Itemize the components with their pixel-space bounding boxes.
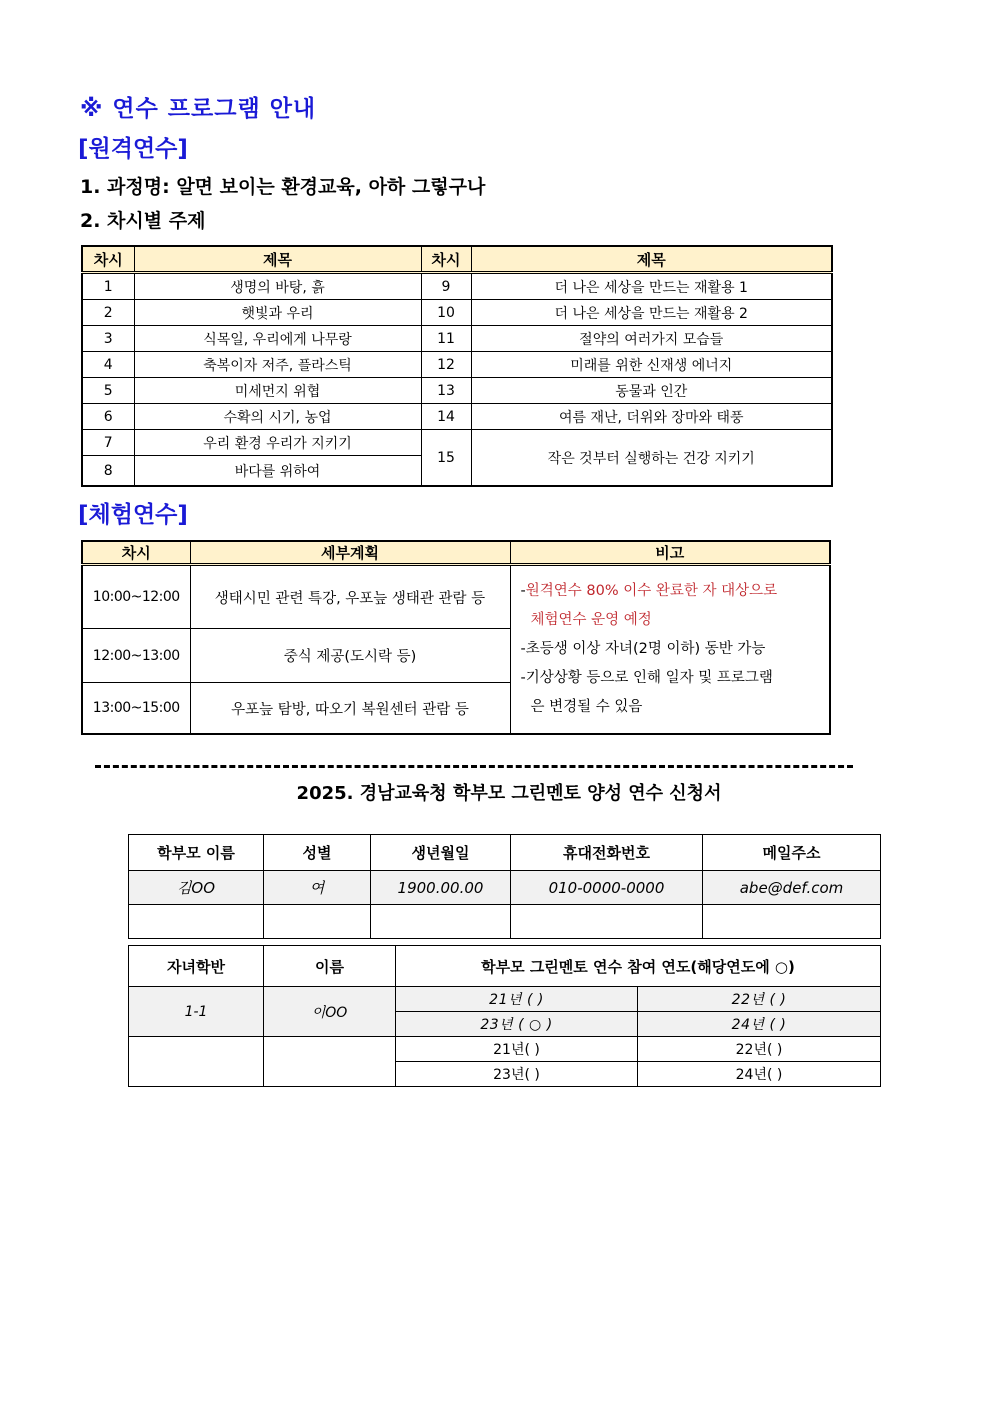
plan-detail: 중식 제공(도시락 등) [190, 629, 510, 683]
header-gender: 성별 [264, 835, 371, 871]
session-title: 절약의 여러가지 모습들 [471, 326, 832, 352]
session-number: 8 [82, 456, 134, 487]
header-child-class: 자녀학반 [129, 946, 264, 987]
session-title: 동물과 인간 [471, 378, 832, 404]
session-title: 작은 것부터 실행하는 건강 지키기 [471, 430, 832, 487]
session-number: 2 [82, 300, 134, 326]
header-child-name: 이름 [264, 946, 396, 987]
page-title: ※ 연수 프로그램 안내 [80, 96, 317, 122]
time-slot: 10:00~12:00 [82, 565, 190, 629]
session-number: 5 [82, 378, 134, 404]
session-number: 14 [421, 404, 471, 430]
note-3: -기상상황 등으로 인해 일자 및 프로그램 [520, 670, 773, 686]
table-row [82, 404, 832, 430]
sample-year-21: 21년 ( ) [396, 987, 638, 1012]
header-session: 차시 [421, 246, 471, 273]
sample-phone: 010-0000-0000 [511, 871, 703, 905]
table-header-row [82, 541, 830, 565]
note-1: -원격연수 80% 이수 완료한 자 대상으로 [520, 583, 778, 599]
session-title: 수확의 시기, 농업 [134, 404, 421, 430]
session-number: 9 [421, 273, 471, 300]
session-title: 미세먼지 위협 [134, 378, 421, 404]
phone-field[interactable] [511, 905, 703, 939]
experience-plan-table [81, 540, 831, 735]
time-slot: 13:00~15:00 [82, 683, 190, 735]
cut-line-divider [95, 765, 853, 768]
header-phone: 휴대전화번호 [511, 835, 703, 871]
session-number: 4 [82, 352, 134, 378]
session-number: 15 [421, 430, 471, 487]
parent-name-field[interactable] [129, 905, 264, 939]
sample-email: abe@def.com [703, 871, 881, 905]
sample-birthdate: 1900.00.00 [371, 871, 511, 905]
session-title: 생명의 바탕, 흙 [134, 273, 421, 300]
table-row [82, 565, 830, 629]
session-title: 여름 재난, 더위와 장마와 태풍 [471, 404, 832, 430]
notes-cell [510, 565, 830, 735]
sample-parent-name: 김OO [129, 871, 264, 905]
sample-child-name: 이OO [264, 987, 396, 1037]
header-birthdate: 생년월일 [371, 835, 511, 871]
plan-detail: 생태시민 관련 특강, 우포늪 생태관 관람 등 [190, 565, 510, 629]
entry-row [129, 1037, 881, 1062]
table-header-row [129, 946, 881, 987]
header-session: 차시 [82, 246, 134, 273]
note-1-cont: 체험연수 운영 예정 [530, 612, 652, 628]
header-note: 비고 [510, 541, 830, 565]
note-2: -초등생 이상 자녀(2명 이하) 동반 가능 [520, 641, 766, 657]
session-title: 더 나은 세상을 만드는 재활용 2 [471, 300, 832, 326]
sample-row [129, 871, 881, 905]
header-title: 제목 [134, 246, 421, 273]
entry-row [129, 905, 881, 939]
email-field[interactable] [703, 905, 881, 939]
session-number: 12 [421, 352, 471, 378]
table-header-row [129, 835, 881, 871]
sample-year-23: 23년 ( ○ ) [396, 1012, 638, 1037]
topics-heading: 2. 차시별 주제 [80, 210, 206, 232]
table-row [82, 273, 832, 300]
session-title: 바다를 위하여 [134, 456, 421, 487]
header-plan: 세부계획 [190, 541, 510, 565]
header-email: 메일주소 [703, 835, 881, 871]
year-24-field[interactable]: 24년( ) [638, 1062, 881, 1087]
time-slot: 12:00~13:00 [82, 629, 190, 683]
sample-gender: 여 [264, 871, 371, 905]
session-title: 미래를 위한 신재생 에너지 [471, 352, 832, 378]
course-name: 1. 과정명: 알면 보이는 환경교육, 아하 그렇구나 [80, 176, 486, 198]
session-number: 6 [82, 404, 134, 430]
header-title: 제목 [471, 246, 832, 273]
table-row [82, 352, 832, 378]
header-participation-years: 학부모 그린멘토 연수 참여 연도(해당연도에 ○) [396, 946, 881, 987]
sample-year-22: 22년 ( ) [638, 987, 881, 1012]
note-3-cont: 은 변경될 수 있음 [530, 699, 643, 715]
birthdate-field[interactable] [371, 905, 511, 939]
session-title: 더 나은 세상을 만드는 재활용 1 [471, 273, 832, 300]
header-parent-name: 학부모 이름 [129, 835, 264, 871]
year-22-field[interactable]: 22년( ) [638, 1037, 881, 1062]
session-number: 10 [421, 300, 471, 326]
parent-info-table [128, 834, 881, 939]
session-title: 햇빛과 우리 [134, 300, 421, 326]
sample-row [129, 987, 881, 1012]
session-number: 3 [82, 326, 134, 352]
gender-field[interactable] [264, 905, 371, 939]
table-row [82, 300, 832, 326]
child-class-field[interactable] [129, 1037, 264, 1087]
header-session: 차시 [82, 541, 190, 565]
form-title: 2025. 경남교육청 학부모 그린멘토 양성 연수 신청서 [296, 783, 722, 804]
year-21-field[interactable]: 21년( ) [396, 1037, 638, 1062]
session-number: 13 [421, 378, 471, 404]
session-number: 11 [421, 326, 471, 352]
table-row [82, 430, 832, 456]
table-row [82, 326, 832, 352]
session-number: 7 [82, 430, 134, 456]
remote-topics-table [81, 245, 833, 487]
sample-child-class: 1-1 [129, 987, 264, 1037]
section-title-experience: [체험연수] [78, 502, 188, 528]
table-row [82, 378, 832, 404]
session-number: 1 [82, 273, 134, 300]
session-title: 식목일, 우리에게 나무랑 [134, 326, 421, 352]
table-header-row [82, 246, 832, 273]
child-info-table [128, 945, 881, 1087]
session-title: 우리 환경 우리가 지키기 [134, 430, 421, 456]
sample-year-24: 24년 ( ) [638, 1012, 881, 1037]
section-title-remote: [원격연수] [78, 136, 188, 162]
plan-detail: 우포늪 탐방, 따오기 복원센터 관람 등 [190, 683, 510, 735]
child-name-field[interactable] [264, 1037, 396, 1087]
session-title: 축복이자 저주, 플라스틱 [134, 352, 421, 378]
year-23-field[interactable]: 23년( ) [396, 1062, 638, 1087]
